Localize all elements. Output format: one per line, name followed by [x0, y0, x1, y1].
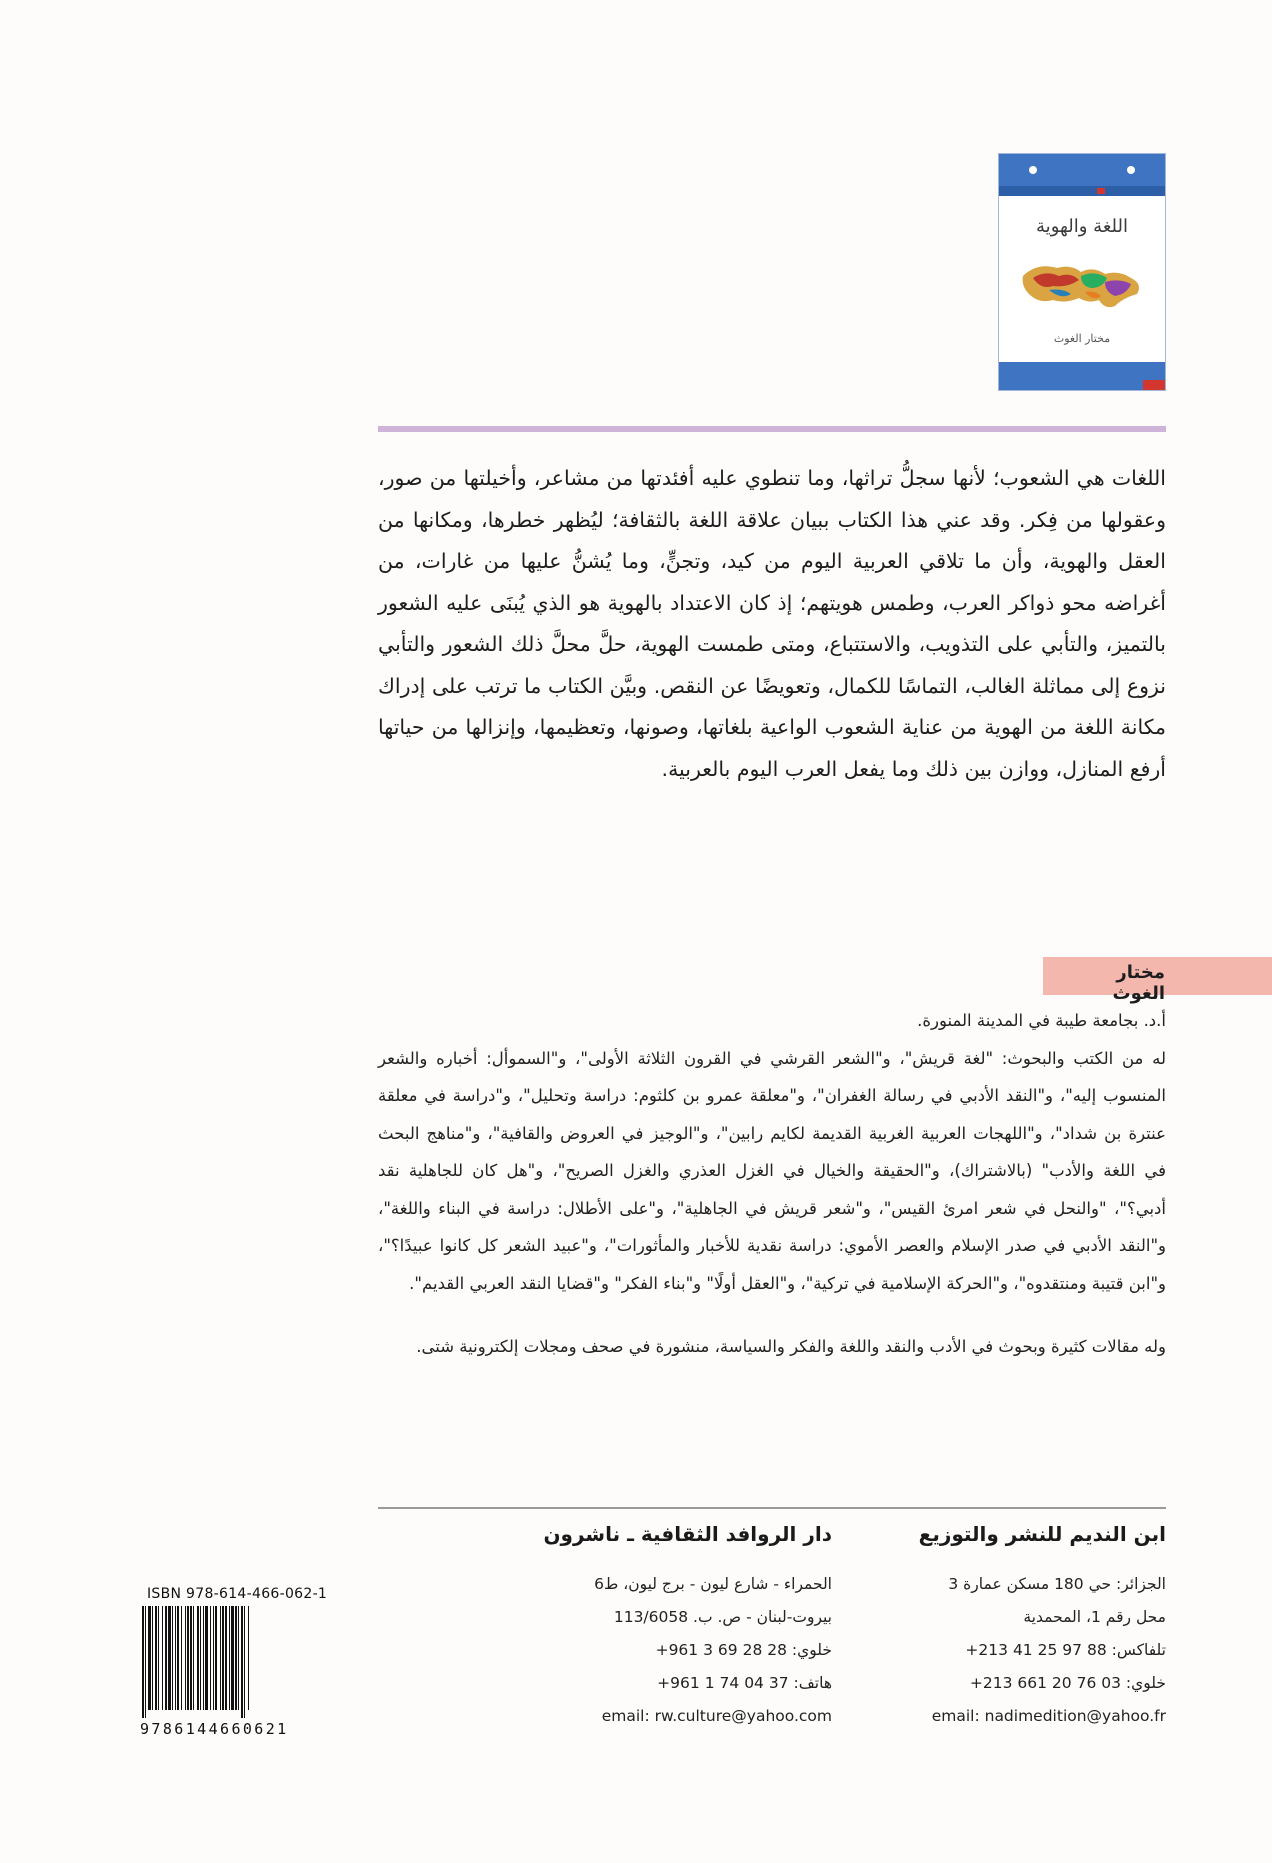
barcode-bar: [203, 1606, 204, 1710]
publisher-1-telefax: تلفاكس: 88 97 25 41 213+: [965, 1641, 1166, 1659]
publisher-1-name: ابن النديم للنشر والتوزيع: [918, 1522, 1166, 1546]
author-affiliation: أ.د. بجامعة طيبة في المدينة المنورة.: [917, 1011, 1166, 1030]
barcode-bar: [229, 1606, 230, 1710]
publisher-2-name: دار الروافد الثقافية ـ ناشرون: [543, 1522, 832, 1546]
publisher-1-email[interactable]: email: nadimedition@yahoo.fr: [931, 1707, 1166, 1725]
barcode-bar: [190, 1606, 192, 1710]
barcode-bar: [185, 1606, 186, 1710]
publisher-1-mobile: خلوي: 03 76 20 661 213+: [969, 1674, 1166, 1692]
barcode-bar: [200, 1606, 201, 1710]
barcode-bar: [165, 1606, 167, 1710]
barcode-bar: [152, 1606, 153, 1710]
publisher-2-address: [480, 1568, 832, 1733]
cover-logo-icon: [1029, 166, 1037, 174]
barcode-bar: [181, 1606, 182, 1710]
barcode-bar: [155, 1606, 157, 1710]
barcode-bar: [205, 1606, 208, 1710]
publisher-2-line-2: بيروت-لبنان - ص. ب. 113/6058: [613, 1608, 832, 1626]
barcode-bar: [172, 1606, 173, 1710]
barcode-bar: [220, 1606, 221, 1710]
footer-divider: [378, 1507, 1166, 1509]
author-articles: وله مقالات كثيرة وبحوث في الأدب والنقد واللغة والفكر والسياسة، منشورة في صحف ومجلات إلكترونية شتى.: [416, 1337, 1166, 1356]
barcode-bar: [244, 1606, 245, 1718]
barcode-bar: [162, 1606, 163, 1710]
section-divider: [378, 426, 1166, 432]
barcode-bar: [158, 1606, 159, 1710]
barcode-bar: [187, 1606, 189, 1710]
barcode-bar: [210, 1606, 211, 1710]
book-blurb: اللغات هي الشعوب؛ لأنها سجلُّ تراثها، وما تنطوي عليه أفئدتها من مشاعر، وأخيلتها من صور، وعقولها من فِكر. وقد عني هذا الكتاب ببيان علاقة اللغة بالثقافة؛ ليُظهر خطرها، ومكانها من العقل والهوية، وأن ما تلاقي العربية اليوم من كيد، وتجنٍّ، وما يُشنُّ عليها من غارات، من أغراضه محو ذواكر العرب، وطمس هويتهم؛ إذ كان الاعتداد بالهوية هو الذي يُبنَى عليه الشعور بالتميز، والتأبي على التذويب، والاستتباع، ومتى طمست الهوية، حلَّ محلَّ ذلك الشعور والتأبي نزوع إلى مماثلة الغالب، التماسًا للكمال، وتعويضًا عن النقص. وبيَّن الكتاب ما ترتب على إدراك مكانة اللغة من الهوية من عناية الشعوب الواعية بلغاتها، وصونها، وتعظيمها، وإنزالها من حياتها أرفع المنازل، ووازن بين ذلك وما يفعل العرب اليوم بالعربية.: [378, 466, 1166, 781]
barcode-bar: [231, 1606, 234, 1710]
publisher-1-address: [860, 1568, 1166, 1733]
cover-badge: [1097, 188, 1105, 194]
barcode-bar: [142, 1606, 144, 1718]
isbn-label: ISBN 978-614-466-062-1: [147, 1586, 328, 1602]
author-works: له من الكتب والبحوث: "لغة قريش"، و"الشعر القرشي في القرون الثلاثة الأولى"، و"السموأل: أخباره والشعر المنسوب إليه"، و"النقد الأدبي في رسالة الغفران"، و"معلقة عمرو بن كلثوم: دراسة وتحليل"، و"دراسة في معلقة عنترة بن شداد"، و"اللهجات العربية الغربية القديمة لكايم رابين"، و"الوجيز في العروض والقافية"، و"مناهج البحث في اللغة والأدب" (بالاشتراك)، و"الحقيقة والخيال في الغزل العذري والغزل الصريح"، و"هل كان للجاهلية نقد أدبي؟"، "والنحل في شعر امرئ القيس"، و"شعر قريش في الجاهلية"، و"على الأطلال: دراسة في البناء واللغة"، و"النقد الأدبي في صدر الإسلام والعصر الأموي: دراسة نقدية للأخبار والمأثورات"، و"عبيد الشعر كل كانوا عبيدًا؟"، و"ابن قتيبة ومنتقدوه"، و"الحركة الإسلامية في تركية"، و"العقل أولًا" و"بناء الفكر" و"قضايا النقد العربي القديم".: [378, 1048, 1166, 1293]
cover-author: مختار الغوث: [1053, 332, 1111, 345]
cover-thumbnail: [998, 153, 1166, 391]
barcode-bar: [241, 1606, 243, 1718]
publisher-2-phone: هاتف: 37 04 74 1 961+: [657, 1674, 832, 1692]
barcode-digits: 9786144660621: [140, 1720, 289, 1738]
barcode-bar: [213, 1606, 214, 1710]
publisher-2-line-1: الحمراء - شارع ليون - برج ليون، ط6: [594, 1575, 832, 1593]
barcode-bar: [193, 1606, 194, 1710]
barcode-bar: [215, 1606, 217, 1710]
publisher-2-mobile: خلوي: 28 28 69 3 961+: [655, 1641, 832, 1659]
barcode-bar: [225, 1606, 227, 1710]
cover-series-icon: [1127, 166, 1135, 174]
barcode-bar: [238, 1606, 239, 1710]
cover-title: اللغة والهوية: [1036, 216, 1128, 237]
publisher-2-email[interactable]: email: rw.culture@yahoo.com: [601, 1707, 832, 1725]
barcode-bar: [168, 1606, 171, 1710]
barcode-icon: [140, 1606, 350, 1718]
cover-top-band: [999, 154, 1165, 186]
publisher-1-line-1: الجزائر: حي 180 مسكن عمارة 3: [948, 1575, 1166, 1593]
barcode-bar: [175, 1606, 176, 1710]
barcode-bar: [197, 1606, 199, 1710]
barcode-bar: [248, 1606, 249, 1710]
barcode-bar: [148, 1606, 151, 1710]
cover-bottom-band: [999, 362, 1165, 390]
author-name: مختار الغوث: [1112, 962, 1165, 1004]
barcode-bar: [145, 1606, 146, 1718]
author-bio: [378, 1002, 1166, 1366]
arab-world-map-icon: [1019, 254, 1147, 314]
barcode-bar: [177, 1606, 179, 1710]
cover-series-band: [999, 186, 1165, 196]
barcode-bar: [235, 1606, 237, 1710]
barcode-bar: [222, 1606, 224, 1710]
publisher-1-line-2: محل رقم 1، المحمدية: [1023, 1608, 1166, 1626]
